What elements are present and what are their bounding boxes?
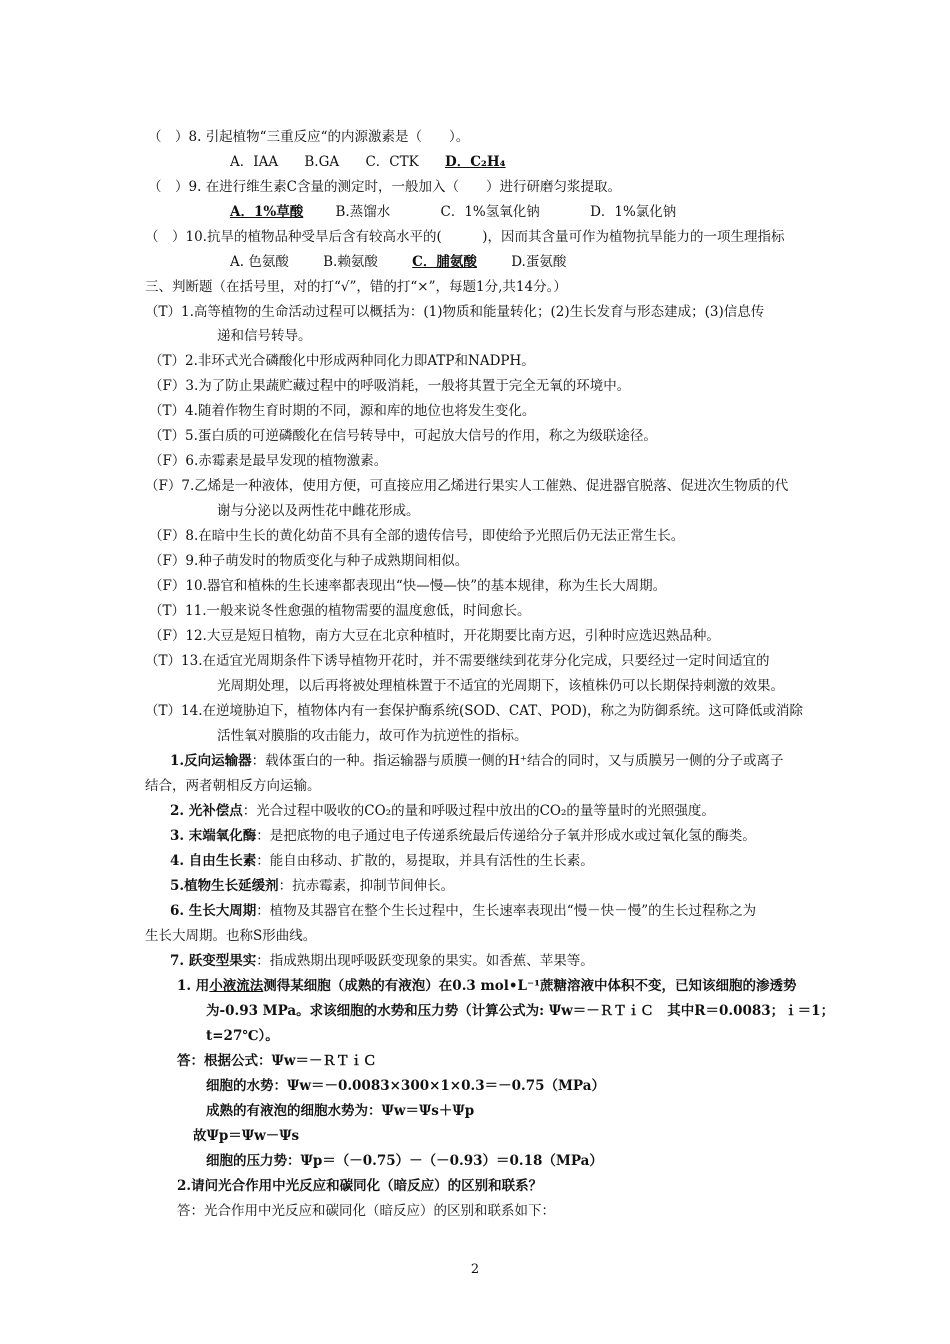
mcq-9-question: （ ）9. 在进行维生素C含量的测定时，一般加入（ ）进行研磨匀浆提取。 [148, 179, 622, 195]
option: B.赖氨酸 [323, 254, 378, 270]
calc-answer: 答：根据公式：Ψw＝－ＲＴｉＣ [177, 1053, 377, 1069]
tf-item: （T）4.随着作物生育时期的不同，源和库的地位也将发生变化。 [149, 403, 536, 419]
option-answer: A．1%草酸 [230, 204, 304, 220]
option: A. 色氨酸 [230, 254, 289, 270]
option: C．1%氢氧化钠 [440, 204, 540, 220]
option: A．IAA [230, 154, 279, 170]
tf-item: （F）8.在暗中生长的黄化幼苗不具有全部的遗传信号，即使给予光照后仍无法正常生长。 [149, 528, 685, 544]
definition: 5.植物生长延缓剂：抗赤霉素，抑制节间伸长。 [170, 878, 455, 894]
tf-item: （F）10.器官和植株的生长速率都表现出“快—慢—快”的基本规律，称为生长大周期。 [149, 578, 667, 594]
mcq-8-question: （ ）8. 引起植物“三重反应“的内源激素是（ ）。 [148, 129, 470, 145]
definition: 2. 光补偿点：光合过程中吸收的CO₂的量和呼吸过程中放出的CO₂的量等量时的光照强度。 [170, 803, 715, 819]
q2-title: 2.请问光合作用中光反应和碳同化（暗反应）的区别和联系？ [177, 1178, 543, 1194]
tf-item: （F）12.大豆是短日植物，南方大豆在北京种植时，开花期要比南方迟，引种时应选迟熟品种。 [149, 628, 720, 644]
calc-question: 1. 用小液流法测得某细胞（成熟的有液泡）在0.3 mol•L⁻¹蔗糖溶液中体积不变，已知该细胞的渗透势 [177, 978, 797, 994]
option-answer: D．C₂H₄ [444, 154, 506, 170]
tf-item: （T）1.高等植物的生命活动过程可以概括为：(1)物质和能量转化；(2)生长发育与形态建成；(3)信息传 [145, 304, 765, 320]
tf-item: （T）5.蛋白质的可逆磷酸化在信号转导中，可起放大信号的作用，称之为级联途径。 [149, 428, 657, 444]
calc-answer-line: 细胞的压力势：Ψp＝（－0.75）－（－0.93）＝0.18（MPa） [206, 1153, 603, 1169]
calc-answer-line: 细胞的水势：Ψw＝－0.0083×300×1×0.3＝－0.75（MPa） [206, 1078, 605, 1094]
mcq-8-options [230, 153, 528, 171]
definition-cont: 生长大周期。也称S形曲线。 [145, 928, 317, 944]
tf-item: （T）14.在逆境胁迫下，植物体内有一套保护酶系统(SOD、CAT、POD)，称之为防御系统。这可降低或消除 [145, 703, 803, 719]
q2-answer: 答：光合作用中光反应和碳同化（暗反应）的区别和联系如下： [177, 1203, 555, 1219]
page-number: 2 [470, 1262, 480, 1277]
option: D．1%氯化钠 [590, 204, 677, 220]
definition-cont: 结合，两者朝相反方向运输。 [145, 778, 321, 794]
mcq-10-options [230, 253, 588, 271]
tf-item: （F）3.为了防止果蔬贮藏过程中的呼吸消耗，一般将其置于完全无氧的环境中。 [149, 378, 631, 394]
tf-item-cont: 递和信号转导。 [217, 328, 312, 344]
tf-item: （F）7.乙烯是一种液体，使用方便，可直接应用乙烯进行果实人工催熟、促进器官脱落、促进次生物质的代 [145, 478, 789, 494]
mcq-9-options [230, 203, 698, 221]
definition: 1.反向运输器：载体蛋白的一种。指运输器与质膜一侧的H⁺结合的同时，又与质膜另一侧的分子或离子 [170, 753, 784, 769]
option: C．CTK [365, 154, 419, 170]
definition: 3. 末端氧化酶：是把底物的电子通过电子传递系统最后传递给分子氧并形成水或过氧化氢的酶类。 [170, 828, 756, 844]
mcq-10-question: （ ）10.抗旱的植物品种受旱后含有较高水平的( )，因而其含量可作为植物抗旱能力的一项生理指标 [145, 229, 785, 245]
calc-answer-line: 故Ψp＝Ψw－Ψs [193, 1128, 300, 1144]
calc-question-cont: 为-0.93 MPa。求该细胞的水势和压力势（计算公式为: Ψw＝－ＲＴｉＣ 其中R＝0.0083；ｉ＝1； [206, 1003, 835, 1019]
definition: 4. 自由生长素：能自由移动、扩散的，易提取，并具有活性的生长素。 [170, 853, 594, 869]
tf-item: （T）2.非环式光合磷酸化中形成两种同化力即ATP和NADPH。 [149, 353, 535, 369]
option: D.蛋氨酸 [511, 254, 567, 270]
tf-item-cont: 光周期处理，以后再将被处理植株置于不适宜的光周期下，该植株仍可以长期保持刺激的效果。 [217, 678, 784, 694]
definition: 6. 生长大周期：植物及其器官在整个生长过程中，生长速率表现出“慢－快－慢”的生长过程称之为 [170, 903, 757, 919]
option-answer: C．脯氨酸 [412, 254, 477, 270]
tf-item: （F）9.种子萌发时的物质变化与种子成熟期间相似。 [149, 553, 469, 569]
tf-item-cont: 谢与分泌以及两性花中雌花形成。 [217, 503, 420, 519]
calc-answer-line: 成熟的有液泡的细胞水势为：Ψw＝Ψs＋Ψp [206, 1103, 475, 1119]
tf-item: （F）6.赤霉素是最早发现的植物激素。 [149, 453, 388, 469]
tf-item: （T）13.在适宜光周期条件下诱导植物开花时，并不需要继续到花芽分化完成，只要经过一定时间适宜的 [145, 653, 770, 669]
option: B.GA [304, 154, 340, 170]
tf-item: （T）11.一般来说冬性愈强的植物需要的温度愈低，时间愈长。 [149, 603, 531, 619]
section-title-tf: 三、判断题（在括号里，对的打“√”，错的打“×”，每题1分,共14分。） [145, 279, 567, 295]
definition: 7. 跃变型果实：指成熟期出现呼吸跃变现象的果实。如香蕉、苹果等。 [170, 953, 594, 969]
calc-question-cont: t=27℃）。 [206, 1028, 279, 1044]
tf-item-cont: 活性氧对膜脂的攻击能力，故可作为抗逆性的指标。 [217, 728, 528, 744]
option: B.蒸馏水 [335, 204, 391, 220]
